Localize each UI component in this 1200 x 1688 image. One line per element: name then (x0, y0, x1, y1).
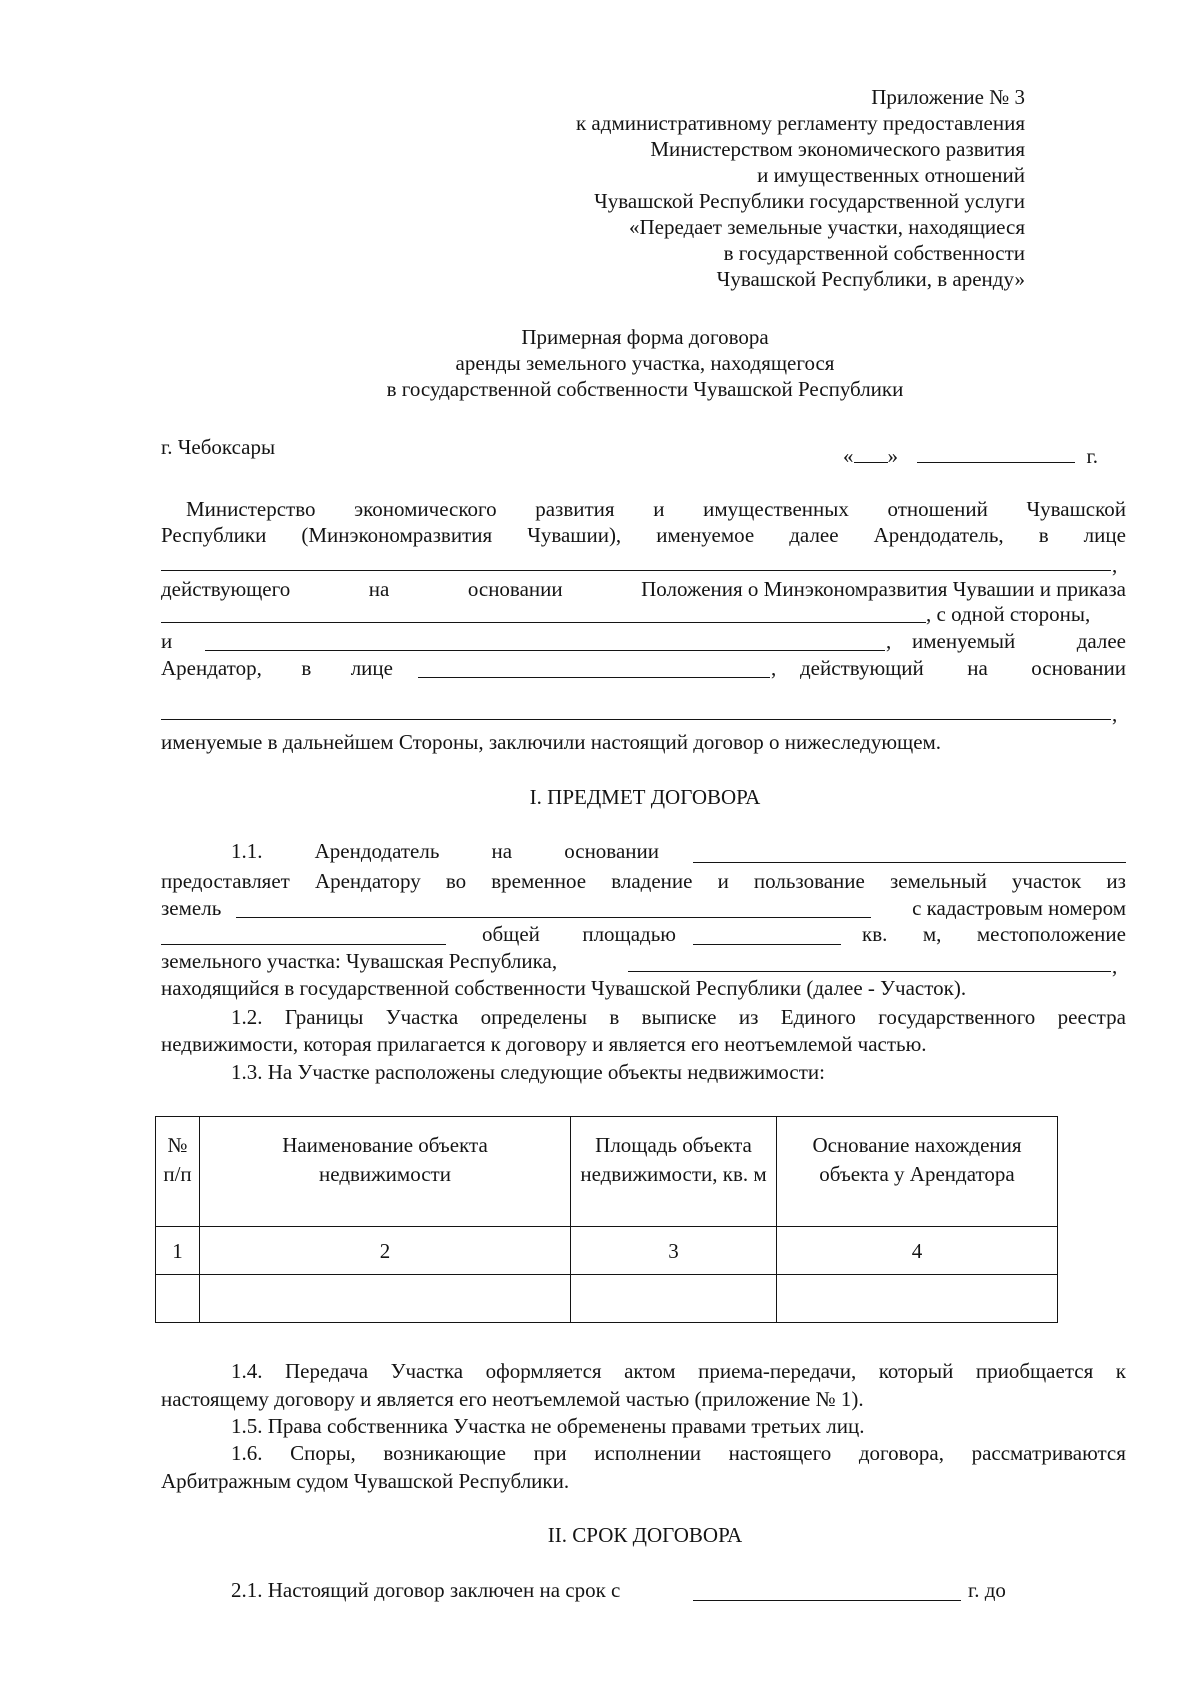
clause-line: 1.3. На Участке расположены следующие объекты недвижимости: (231, 1060, 825, 1084)
clause-line: 1.4. Передача Участка оформляется актом приема-передачи, который приобщается к (231, 1359, 1126, 1383)
table-cell[interactable] (200, 1275, 571, 1323)
term-until-label: г. до (968, 1578, 1006, 1602)
tenant-basis-blank[interactable] (161, 719, 1111, 720)
title-line: аренды земельного участка, находящегося (455, 351, 835, 375)
punctuation: , (1112, 954, 1118, 978)
punctuation: , (1112, 702, 1118, 726)
table-row (156, 1275, 1058, 1323)
acting-label: действующий на основании (800, 656, 1126, 680)
appendix-line: и имущественных отношений (757, 163, 1025, 187)
clause-line: настоящему договору и является его неотъемлемой частью (приложение № 1). (161, 1387, 864, 1411)
parties-line: Министерство экономического развития и имущественных отношений Чувашской (186, 497, 1126, 521)
punctuation: , (886, 629, 892, 653)
lands-label: земель (161, 896, 222, 920)
date-month-blank[interactable] (917, 443, 1075, 463)
one-side-label: , с одной стороны, (926, 602, 1091, 626)
table-cell[interactable] (777, 1275, 1058, 1323)
title-line: в государственной собственности Чувашской Республики (386, 377, 904, 401)
parties-line: действующего на основании Положения о Минэкономразвития Чувашии и приказа (161, 577, 1126, 601)
appendix-line: Приложение № 3 (871, 85, 1025, 109)
land-category-blank[interactable] (236, 917, 871, 918)
parties-line: Республики (Минэкономразвития Чувашии), именуемое далее Арендодатель, в лице (161, 523, 1126, 547)
clause-1-1-start: 1.1. Арендодатель на основании (231, 839, 659, 863)
date-field: « » г. (843, 444, 1098, 468)
table-cell: 1 (156, 1227, 200, 1275)
location-blank[interactable] (628, 971, 1111, 972)
appendix-line: Чувашской Республики, в аренду» (716, 267, 1025, 291)
punctuation: , (1112, 553, 1118, 577)
table-header-cell: Наименование объекта недвижимости (200, 1117, 571, 1227)
clause-line: 1.6. Споры, возникающие при исполнении настоящего договора, рассматриваются (231, 1441, 1126, 1465)
table-cell: 4 (777, 1227, 1058, 1275)
table-cell: 2 (200, 1227, 571, 1275)
appendix-line: «Передает земельные участки, находящиеся (628, 215, 1025, 239)
clause-line: предоставляет Арендатору во временное владение и пользование земельный участок из (161, 869, 1126, 893)
location-label: кв. м, местоположение (862, 922, 1126, 946)
table-cell[interactable] (156, 1275, 200, 1323)
parties-closing-line: именуемые в дальнейшем Стороны, заключили настоящий договор о нижеследующем. (161, 730, 942, 754)
area-blank[interactable] (693, 944, 841, 945)
clause-line: 1.5. Права собственника Участка не обременены правами третьих лиц. (231, 1414, 865, 1438)
appendix-line: Чувашской Республики государственной услуги (594, 189, 1025, 213)
table-cell[interactable] (571, 1275, 777, 1323)
cadastral-label: с кадастровым номером (912, 896, 1126, 920)
clause-line: недвижимости, которая прилагается к договору и является его неотъемлемой частью. (161, 1032, 927, 1056)
clause-line: находящийся в государственной собственности Чувашской Республики (далее - Участок). (161, 976, 967, 1000)
table-numbering-row (156, 1227, 1058, 1275)
named-label: именуемый далее (912, 629, 1126, 653)
cadastral-number-blank[interactable] (161, 944, 446, 945)
area-label: общей площадью (482, 922, 676, 946)
lessor-basis-blank[interactable] (693, 862, 1126, 863)
table-header-cell: № п/п (156, 1117, 200, 1227)
term-start-blank[interactable] (693, 1600, 961, 1601)
tenant-label: Арендатор, в лице (161, 656, 393, 680)
clause-line: Арбитражным судом Чувашской Республики. (161, 1469, 570, 1493)
and-label: и (161, 629, 173, 653)
real-estate-table (155, 1116, 1058, 1323)
appendix-line: к административному регламенту предоставления (575, 111, 1025, 135)
order-blank[interactable] (161, 622, 926, 623)
table-cell: 3 (571, 1227, 777, 1275)
location-start: земельного участка: Чувашская Республика, (161, 949, 558, 973)
tenant-name-blank[interactable] (205, 650, 885, 651)
date-day-blank[interactable] (854, 443, 888, 463)
title-line: Примерная форма договора (521, 325, 769, 349)
clause-line: 1.2. Границы Участка определены в выписке из Единого государственного реестра (231, 1005, 1126, 1029)
city-label: г. Чебоксары (161, 435, 276, 459)
punctuation: , (771, 656, 777, 680)
term-label: 2.1. Настоящий договор заключен на срок с (231, 1578, 621, 1602)
table-header-cell: Площадь объекта недвижимости, кв. м (571, 1117, 777, 1227)
appendix-line: Министерством экономического развития (650, 137, 1025, 161)
table-header-cell: Основание нахождения объекта у Арендатора (777, 1117, 1058, 1227)
appendix-line: в государственной собственности (723, 241, 1025, 265)
section-heading: I. ПРЕДМЕТ ДОГОВОРА (529, 785, 761, 809)
representative-blank[interactable] (161, 570, 1111, 571)
table-header-row (156, 1117, 1058, 1227)
tenant-representative-blank[interactable] (418, 677, 770, 678)
section-heading: II. СРОК ДОГОВОРА (547, 1523, 743, 1547)
